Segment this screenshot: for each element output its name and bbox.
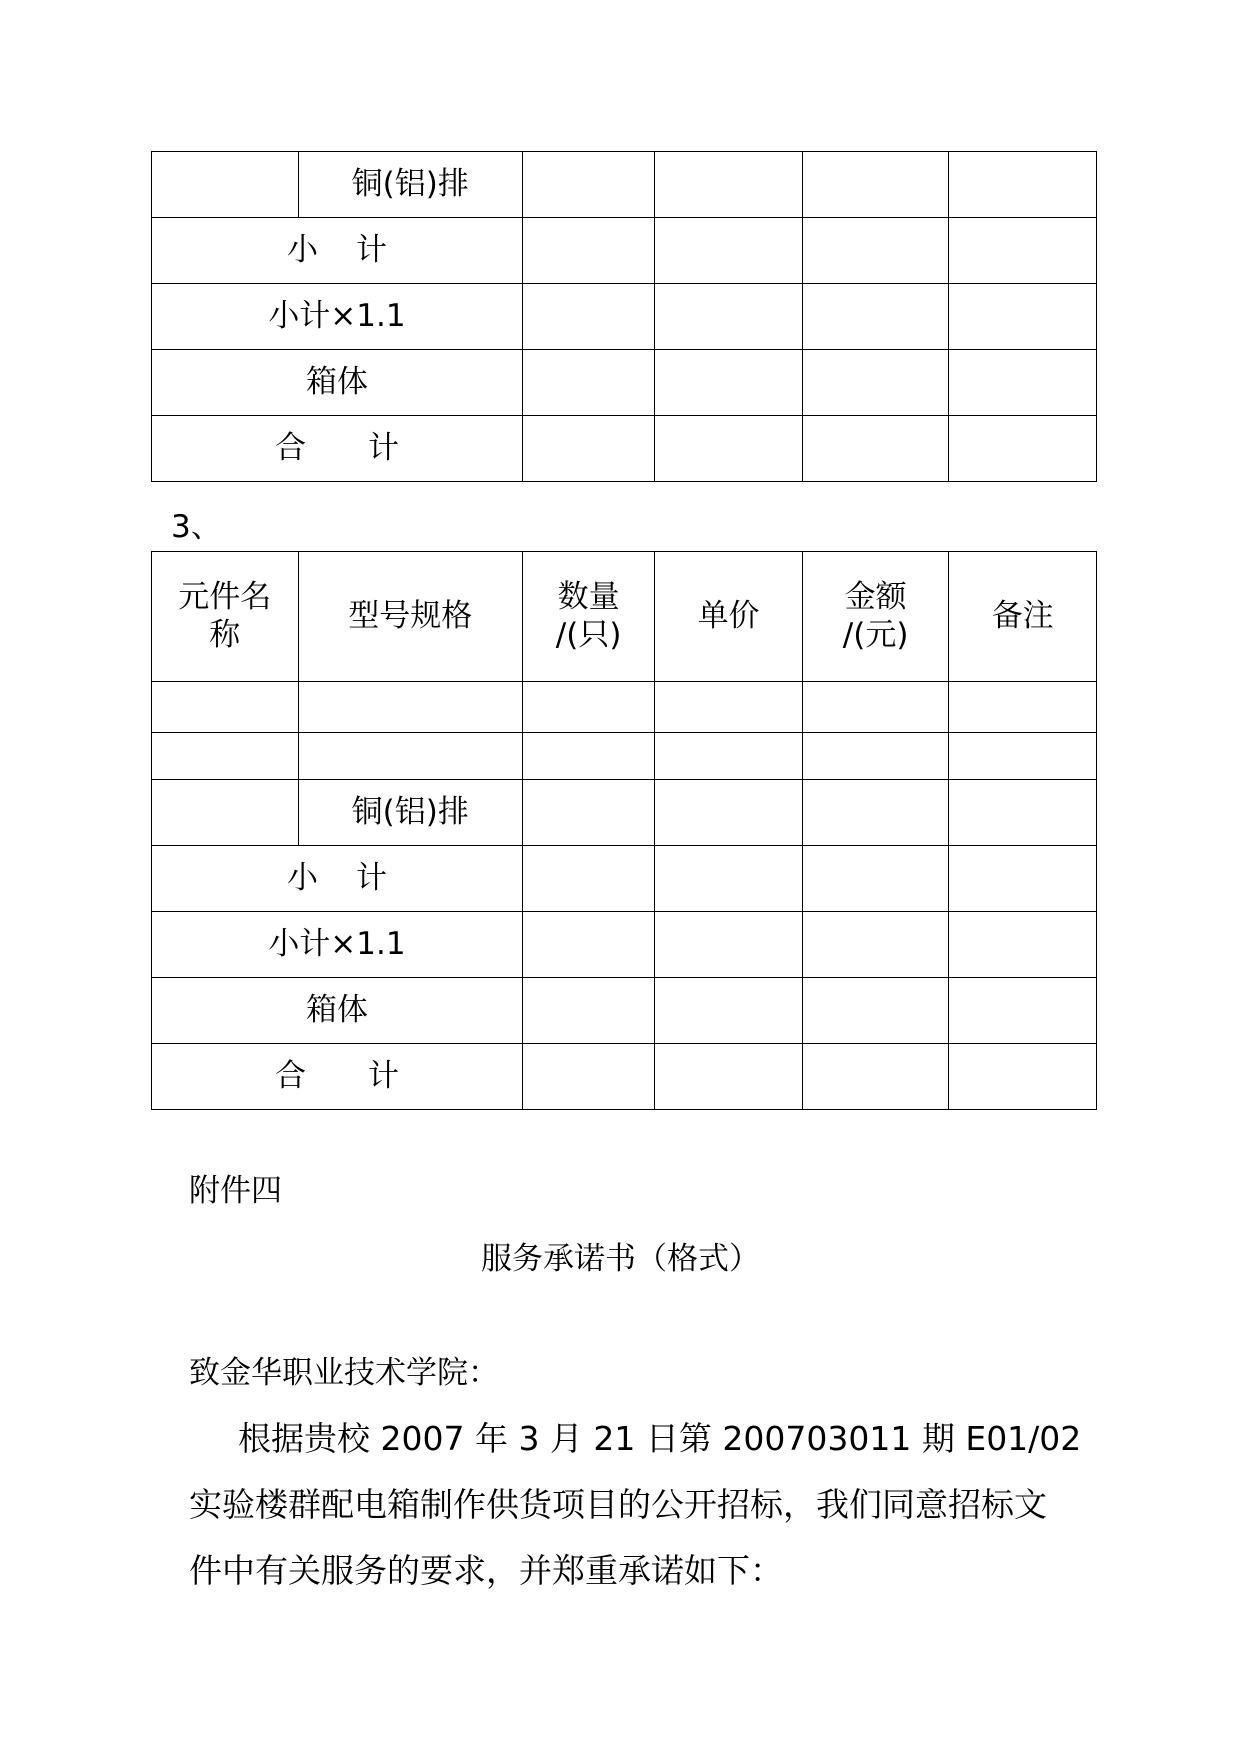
addressee: 致金华职业技术学院： — [189, 1355, 499, 1391]
total-cell: 合 计 — [152, 1044, 523, 1110]
table-row — [152, 846, 1097, 912]
table-cell — [152, 152, 299, 218]
header-unit-price: 单价 — [655, 552, 803, 682]
cabinet-cell: 箱体 — [152, 978, 523, 1044]
body-paragraph-line: 根据贵校 2007 年 3 月 21 日第 200703011 期 E01/02 — [238, 1419, 1082, 1458]
table-row — [152, 912, 1097, 978]
table-row — [152, 733, 1097, 780]
header-amount: 金额 /(元) — [802, 552, 949, 682]
subtotal-cell: 小 计 — [152, 218, 523, 284]
table-header-row — [152, 552, 1097, 682]
body-paragraph-line: 件中有关服务的要求，并郑重承诺如下： — [189, 1551, 783, 1590]
table-row — [152, 978, 1097, 1044]
price-table-top — [151, 151, 1097, 482]
subtotal-x-cell: 小计×1.1 — [152, 912, 523, 978]
table-row — [152, 350, 1097, 416]
table-row — [152, 682, 1097, 733]
price-table-bottom — [151, 551, 1097, 1110]
cabinet-cell: 箱体 — [152, 350, 523, 416]
document-title: 服务承诺书（格式） — [481, 1241, 760, 1277]
busbar-cell: 铜(铝)排 — [298, 152, 522, 218]
table-row — [152, 218, 1097, 284]
table-row — [152, 284, 1097, 350]
table-row — [152, 152, 1097, 218]
table-row — [152, 1044, 1097, 1110]
busbar-cell: 铜(铝)排 — [298, 780, 522, 846]
header-component-name: 元件名 称 — [152, 552, 299, 682]
attachment-label: 附件四 — [189, 1173, 282, 1209]
table-row — [152, 780, 1097, 846]
header-model: 型号规格 — [298, 552, 522, 682]
subtotal-x-cell: 小计×1.1 — [152, 284, 523, 350]
section-number: 3、 — [171, 509, 222, 545]
total-cell: 合 计 — [152, 416, 523, 482]
table-row — [152, 416, 1097, 482]
subtotal-cell: 小 计 — [152, 846, 523, 912]
header-remarks: 备注 — [949, 552, 1097, 682]
body-paragraph-line: 实验楼群配电箱制作供货项目的公开招标，我们同意招标文 — [189, 1485, 1047, 1524]
header-quantity: 数量 /(只) — [522, 552, 654, 682]
